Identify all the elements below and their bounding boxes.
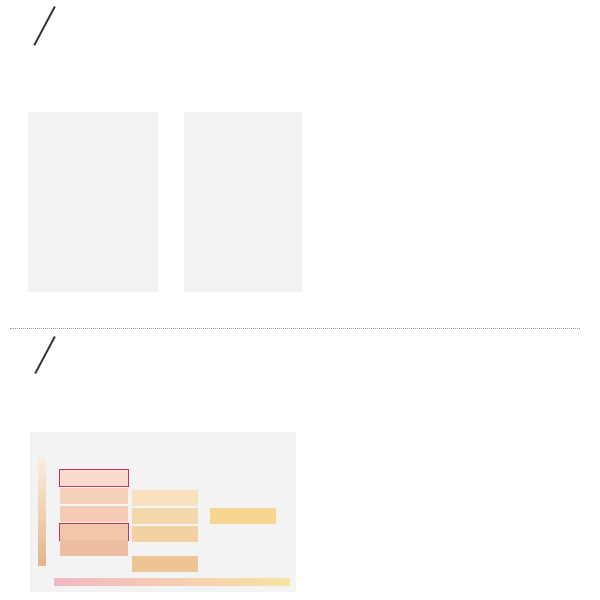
section-divider — [10, 328, 580, 329]
shade-fr30 — [60, 524, 128, 540]
shade-fr00 — [60, 470, 128, 486]
shade-fn50 — [132, 556, 198, 572]
shade-fr10 — [60, 488, 128, 504]
shade-fn20 — [132, 508, 198, 524]
color-palette — [30, 432, 296, 592]
shade-fr40 — [60, 540, 128, 556]
header-slash — [34, 336, 55, 374]
header-slash — [33, 6, 55, 46]
chart-hydration — [184, 150, 302, 290]
shade-fn30 — [132, 526, 198, 542]
shade-fr20 — [60, 506, 128, 522]
hue-gradient — [54, 578, 290, 586]
chart-evaporation — [28, 160, 158, 290]
brightness-gradient — [38, 458, 46, 566]
shade-fo20 — [210, 508, 276, 524]
shade-fn10 — [132, 490, 198, 506]
